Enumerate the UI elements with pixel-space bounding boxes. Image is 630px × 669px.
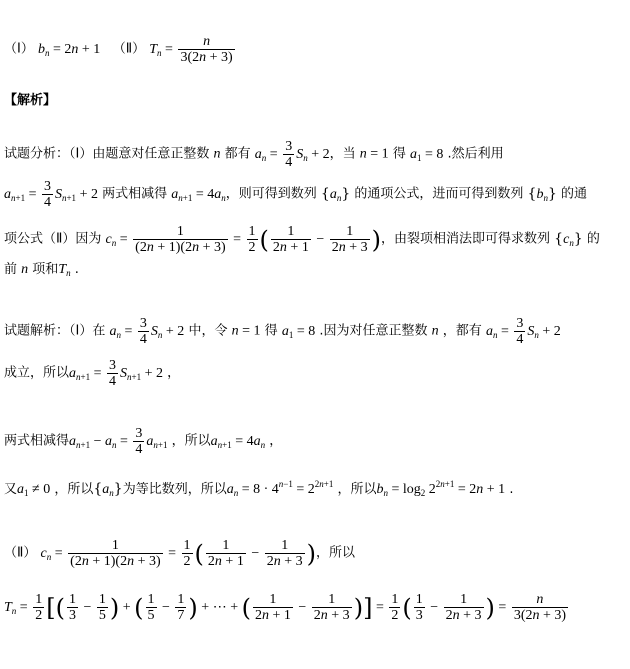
- solution-line-6: [4, 592, 570, 623]
- analysis-line-4: [4, 260, 79, 280]
- analysis-text: .: [74, 262, 79, 277]
- analysis-text: ，则可得到数列: [225, 186, 317, 202]
- solution-text: 得: [264, 323, 278, 339]
- math-an-value: $a_n = 8 \cdot 4^{n-1} = 2^{2n+1}$: [226, 479, 334, 498]
- solution-text: .因为对任意正整数: [319, 323, 428, 339]
- solution-text: 中，令: [188, 323, 228, 339]
- analysis-text: 项公式（Ⅱ）因为: [4, 231, 102, 247]
- analysis-text: 前: [4, 262, 18, 277]
- math-an-formula: $a_n$ = $\frac{3}{4}$ $S_n + 2$: [254, 139, 330, 170]
- solution-text: ，: [269, 433, 283, 449]
- math-bn-value: $b_n = \log_2 2^{2n+1} = 2n + 1$: [376, 479, 506, 498]
- math-an-formula: $a_n$ = $\frac{3}{4}$ $S_n + 2$: [485, 316, 561, 347]
- analysis-text: .然后利用: [447, 146, 504, 162]
- solution-line-1: [4, 316, 561, 347]
- math-seq-bn: $\{b_n\}$: [527, 185, 557, 203]
- solution-line-4: [4, 479, 513, 500]
- math-n: n: [431, 323, 439, 339]
- math-n-eq-1: n = 1: [359, 146, 389, 162]
- math-seq-an: $\{a_n\}$: [93, 481, 123, 498]
- math-an1-eq-4an: $a_{n+1} = 4a_n$: [210, 433, 266, 450]
- solution-line-5: [4, 538, 355, 569]
- math-a1-eq-8: $a_1 = 8$: [281, 323, 316, 340]
- math-a1-eq-8: $a_1 = 8$: [409, 146, 444, 163]
- answer-bn-formula: $b_n = 2n + 1$: [37, 41, 101, 58]
- math-seq-an: $\{a_n\}$: [320, 185, 351, 203]
- solution-text: ，: [167, 365, 181, 381]
- math-an1-eq-4an: $a_{n+1} = 4a_n$: [171, 186, 226, 203]
- solution-text: 两式相减得: [4, 433, 70, 449]
- analysis-text: 的: [586, 231, 600, 247]
- solution-line-2: [4, 358, 180, 389]
- solution-text: ，所以: [54, 482, 94, 497]
- analysis-text: ，由裂项相消法即可得求数列: [381, 231, 551, 247]
- analysis-text: 两式相减得: [102, 186, 168, 202]
- analysis-label: 试题分析：: [4, 146, 70, 162]
- math-cn-formula: $c_n$ = $\frac{1}{(2n + 1)(2n + 3)}$ = $\frac{1}{2}$ ( $\frac{1}{2n + 1}$ − $\frac{1}{2n + 3}$ ): [105, 224, 382, 255]
- solution-text: ，所以: [316, 545, 356, 561]
- solution-text: 成立，所以: [4, 365, 70, 381]
- math-an1-formula: $a_{n+1}$ = $\frac{3}{4}$ $S_{n+1} + 2$: [4, 179, 98, 210]
- math-an-formula: $a_n$ = $\frac{3}{4}$ $S_n + 2$: [109, 316, 185, 347]
- analysis-line-3: [4, 224, 600, 255]
- math-tn-sum: $T_n$ = $\frac{1}{2}$ [( $\frac{1}{3}$ − $\frac{1}{5}$ ) + ( $\frac{1}{5}$ − $\frac{1}{7}$ ) + ⋯ + ( $\frac{1}{2n + 1}$ − $\frac{1}{2n + 3}$ )] = $\frac{1}{2}$ ( $\frac{1}{3}$ − $\frac{1}{2n + 3}$ ) = $\frac{n}{3(2n + 3)}$: [4, 592, 567, 623]
- analysis-text: 都有: [224, 146, 251, 162]
- analysis-text: 得: [392, 146, 406, 162]
- math-an1-formula: $a_{n+1}$ = $\frac{3}{4}$ $S_{n+1} + 2$: [69, 358, 163, 389]
- solution-text: 为等比数列，所以: [122, 482, 227, 497]
- solution-text: ，所以: [337, 482, 377, 497]
- math-cn-formula: $c_n$ = $\frac{1}{(2n + 1)(2n + 3)}$ = $\frac{1}{2}$ ( $\frac{1}{2n + 1}$ − $\frac{1}{2n + 3}$ ): [40, 538, 317, 569]
- analysis-text: （Ⅰ）由题意对任意正整数: [69, 146, 210, 162]
- section-title: 【解析】: [4, 93, 57, 108]
- answer-part1-label: （Ⅰ）: [4, 41, 34, 57]
- solution-text: .: [509, 482, 514, 497]
- solution-text: ，都有: [442, 323, 482, 339]
- analysis-text: ，当: [329, 146, 356, 162]
- solution-text: ，所以: [171, 433, 211, 449]
- analysis-text: 的通: [561, 186, 588, 202]
- analysis-text: 项和: [32, 262, 59, 277]
- math-seq-cn: $\{c_n\}$: [554, 230, 583, 248]
- math-tn: $T_n$: [58, 262, 71, 278]
- solution-label: 试题解析：: [4, 323, 70, 339]
- math-diff-formula: $a_{n+1} - a_n$ = $\frac{3}{4}$ $a_{n+1}$: [69, 426, 168, 457]
- math-n: n: [213, 146, 221, 162]
- math-n-eq-1: n = 1: [231, 323, 261, 339]
- math-a1-neq-0: $a_1 \ne 0$: [17, 482, 51, 498]
- analysis-text: 的通项公式，进而可得到数列: [354, 186, 524, 202]
- solution-text: 又: [4, 482, 18, 497]
- answer-tn-formula: $T_n$ = $\frac{n}{3(2n + 3)}$: [149, 34, 233, 65]
- solution-line-3: [4, 426, 282, 457]
- math-n: n: [21, 262, 29, 277]
- analysis-line-1: [4, 139, 504, 170]
- answer-line: [4, 34, 237, 65]
- solution-text: （Ⅱ）: [4, 545, 37, 561]
- analysis-line-2: [4, 179, 587, 210]
- solution-text: （Ⅰ）在: [69, 323, 106, 339]
- answer-part2-label: （Ⅱ）: [112, 41, 146, 57]
